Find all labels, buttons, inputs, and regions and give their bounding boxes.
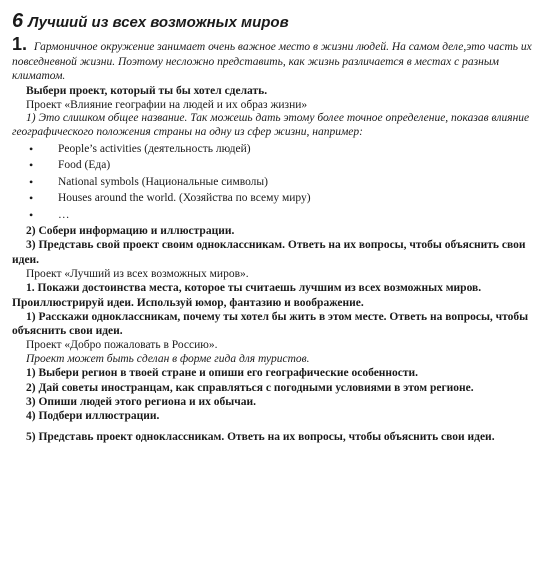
exercise-number: 1. — [12, 34, 28, 54]
project3-step5: 5) Представь проект одноклассникам. Ответь на их вопросы, чтобы объяснить свои идеи. — [26, 430, 495, 443]
project3-title: Проект «Добро пожаловать в Россию». — [26, 339, 218, 352]
project1-step2: 2) Собери информацию и иллюстрации. — [26, 225, 235, 238]
project1-step3: 3) Представь свой проект своим одноклассникам. Ответь на их вопросы, чтобы объяснить свои идеи. — [12, 239, 526, 266]
section-number: 6 — [12, 10, 24, 32]
project3-step4: 4) Подбери иллюстрации. — [26, 410, 160, 423]
project3-step3: 3) Опиши людей этого региона и их обычаи. — [26, 395, 256, 408]
exercise-intro — [12, 34, 538, 84]
project3-step1: 1) Выбери регион в твоей стране и опиши его географические особенности. — [26, 367, 419, 380]
choose-instruction: Выбери проект, который ты бы хотел сделать. — [26, 84, 268, 97]
bullet-dot-icon: • — [29, 207, 34, 222]
project2-step1: 1. Покажи достоинства места, которое ты считаешь лучшим из всех возможных миров. Проиллюстрируй идеи. Используй юмор, фантазию и воображение. — [12, 282, 482, 309]
project3-note: Проект может быть сделан в форме гида для туристов. — [26, 352, 310, 365]
list-item: • People’s activities (деятельность людей) — [29, 141, 251, 156]
bullet-dot-icon: • — [29, 174, 34, 189]
page-title: Лучший из всех возможных миров — [28, 14, 289, 31]
intro-text: Гармоничное окружение занимает очень важное место в жизни людей. На самом деле,это часть их повседневной жизни. Поэтому несложно представить, как жизнь различается в местах с разным климатом. — [12, 41, 532, 83]
page-header — [12, 10, 538, 33]
bullet-dot-icon: • — [29, 141, 34, 156]
list-item: • Food (Еда) — [29, 158, 111, 173]
project2-step2: 1) Расскажи одноклассникам, почему ты хотел бы жить в этом месте. Ответь на вопросы, чтобы объяснить свои идеи. — [12, 310, 529, 338]
project3-step2: 2) Дай советы иностранцам, как справляться с погодными условиями в этом регионе. — [26, 381, 474, 394]
project1-note: 1) Это слишком общее название. Так можешь дать этому более точное определение, показав влияние географического положения страны на одну из сфер жизни, например: — [12, 112, 530, 138]
project2-title: Проект «Лучший из всех возможных миров». — [26, 267, 249, 280]
list-item: • National symbols (Национальные символы) — [29, 174, 268, 189]
project1-title: Проект «Влияние географии на людей и их образ жизни» — [26, 99, 308, 112]
bullet-dot-icon: • — [29, 158, 34, 173]
bullet-dot-icon: • — [29, 191, 34, 206]
list-item: • … — [29, 207, 70, 222]
topic-list — [12, 141, 538, 224]
list-item: • Houses around the world. (Хозяйства по всему миру) — [29, 191, 311, 206]
